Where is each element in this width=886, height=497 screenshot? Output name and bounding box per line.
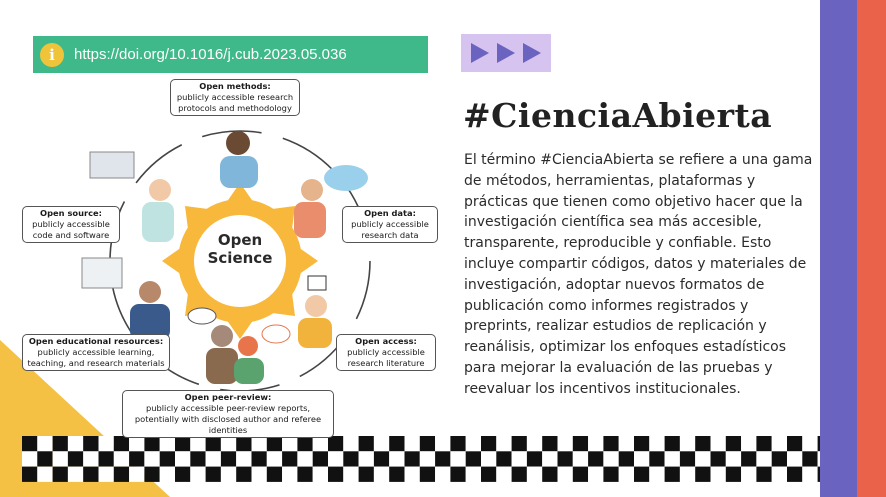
label-open-educational-resources: Open educational resources: publicly accessible learning, teaching, and research materials — [22, 334, 170, 371]
open-science-line2: Science — [207, 249, 273, 267]
label-open-access: Open access: publicly accessible research literature — [336, 334, 436, 371]
slide-title: #CienciaAbierta — [463, 96, 773, 135]
body-paragraph: El término #CienciaAbierta se refiere a una gama de métodos, herramientas, plataformas y prácticas que tienen como objetivo hacer que la investigación científica sea más accesible, transparente, reproducible y confiable. Esto incluye compartir códigos, datos y materiales de investigación, adoptar nuevos formatos de publicación como informes registrados y preprints, realizar estudios de replicación y reanálisis, optimizar los enfoques estadísticos para mejorar la evaluación de las pruebas y reevaluar los incentivos institucionales. — [464, 152, 813, 397]
researcher-educational-figure — [82, 258, 170, 340]
open-science-label — [190, 231, 290, 267]
orange-stripe — [857, 0, 886, 497]
researcher-access-figure — [298, 276, 332, 348]
checkerboard-band — [22, 436, 820, 482]
label-open-source: Open source: publicly accessible code and software — [22, 206, 120, 243]
open-science-figure — [20, 78, 440, 434]
label-open-peer-review: Open peer-review: publicly accessible peer-review reports, potentially with disclosed author and referee identities — [122, 390, 334, 438]
doi-link-bar[interactable] — [33, 36, 428, 73]
label-open-methods: Open methods: publicly accessible research protocols and methodology — [170, 79, 300, 116]
purple-stripe — [820, 0, 857, 497]
open-science-line1: Open — [217, 231, 263, 249]
info-icon: i — [40, 43, 64, 67]
triple-play-arrows-icon — [461, 34, 551, 72]
researcher-methods-figure — [220, 131, 258, 188]
doi-url[interactable]: https://doi.org/10.1016/j.cub.2023.05.036 — [74, 46, 347, 63]
label-open-data: Open data: publicly accessible research data — [342, 206, 438, 243]
